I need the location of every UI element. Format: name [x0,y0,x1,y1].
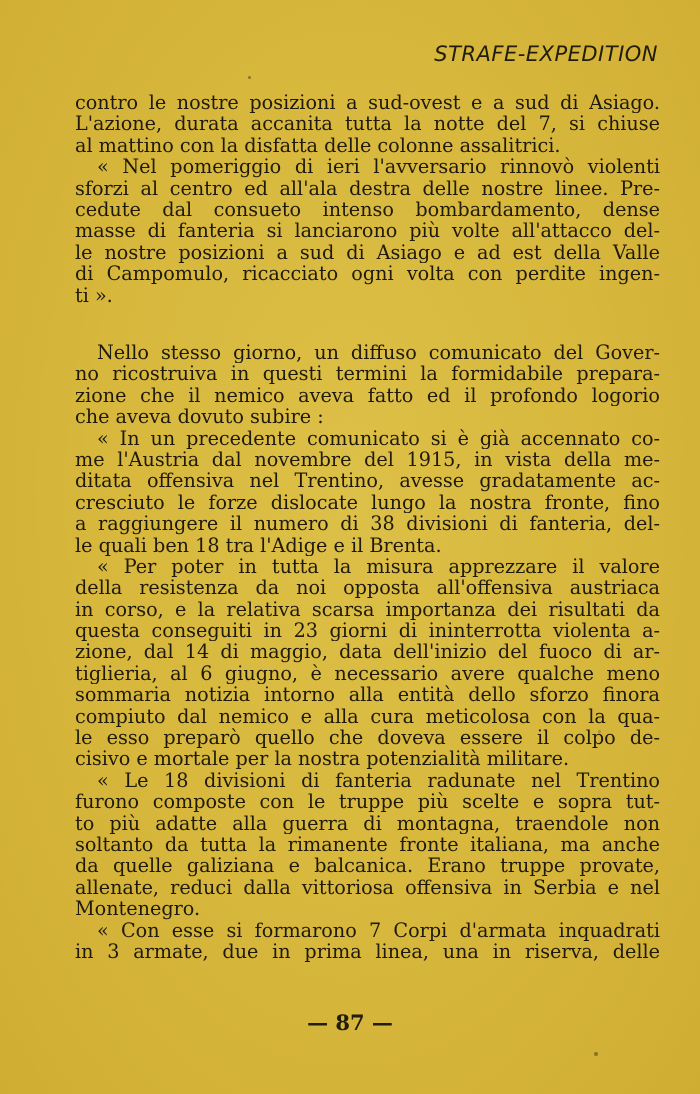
text-line: che aveva dovuto subire : [75,406,324,428]
text-line: allenate, reduci dalla vittoriosa offensiva in Serbia e nel [75,876,660,899]
text-line: me l'Austria dal novembre del 1915, in vista della me- [75,448,660,471]
text-line: soltanto da tutta la rimanente fronte italiana, ma anche [75,833,660,856]
text-line: to più adatte alla guerra di montagna, traendole non [75,812,660,834]
text-line: « Nel pomeriggio di ieri l'avversario rinnovò violenti [97,156,660,178]
text-line: questa conseguiti in 23 giorni di ininterrotta violenta a- [75,620,660,642]
text-line: zione che il nemico aveva fatto ed il profondo logorio [75,384,660,407]
text-line: « Per poter in tutta la misura apprezzare il valore [97,555,660,578]
text-line: tiglieria, al 6 giugno, è necessario avere qualche meno [75,662,660,685]
text-line: « Le 18 divisioni di fanteria radunate nel Trentino [97,769,660,792]
text-line: no ricostruiva in questi termini la formidabile prepara- [75,363,660,385]
text-line: le quali ben 18 tra l'Adige e il Brenta. [75,534,442,556]
text-line: Montenegro. [75,898,201,920]
text-line: al mattino con la disfatta delle colonne assalitrici. [75,134,561,157]
paragraph-block-1 [75,92,660,306]
text-line: di Campomulo, ricacciato ogni volta con perdite ingen- [75,263,660,285]
text-line: da quelle galiziana e balcanica. Erano truppe provate, [75,855,660,877]
text-line: ditata offensiva nel Trentino, avesse gradatamente ac- [75,470,660,492]
text-line: furono composte con le truppe più scelte e sopra tut- [75,791,660,813]
page-number: — 87 — [307,1010,393,1035]
text-line: cedute dal consueto intenso bombardamento, dense [75,198,660,221]
text-line: a raggiungere il numero di 38 divisioni di fanteria, del- [75,513,660,535]
text-line: sforzi al centro ed all'ala destra delle nostre linee. Pre- [75,177,660,199]
text-line: compiuto dal nemico e alla cura meticolosa con la qua- [75,705,660,728]
text-line: cisivo e mortale per la nostra potenzialità militare. [75,748,570,770]
text-line: contro le nostre posizioni a sud-ovest e a sud di Asiago. [75,92,660,114]
text-line: cresciuto le forze dislocate lungo la nostra fronte, fino [75,491,660,514]
paragraph-block-2 [75,342,660,962]
text-line: L'azione, durata accanita tutta la notte del 7, si chiuse [75,113,660,135]
text-line: della resistenza da noi opposta all'offensiva austriaca [75,577,660,599]
text-line: Nello stesso giorno, un diffuso comunicato del Gover- [97,342,660,364]
text-line: sommaria notizia intorno alla entità dello sforzo finora [75,684,660,706]
text-line: le nostre posizioni a sud di Asiago e ad est della Valle [75,241,660,264]
text-line: « Con esse si formarono 7 Corpi d'armata inquadrati [97,919,660,941]
text-line: le esso preparò quello che doveva essere il colpo de- [75,727,660,749]
running-header: STRAFE-EXPEDITION [434,42,658,66]
text-line: in corso, e la relativa scarsa importanza dei risultati da [75,598,660,621]
text-line: in 3 armate, due in prima linea, una in riserva, delle [75,940,660,963]
text-line: masse di fanteria si lanciarono più volte all'attacco del- [75,220,660,242]
text-line: « In un precedente comunicato si è già accennato co- [97,427,660,449]
text-line: zione, dal 14 di maggio, data dell'inizio del fuoco di ar- [75,641,660,663]
paper-speck [248,76,251,79]
paper-speck [594,1052,598,1056]
text-line: ti ». [75,284,113,306]
paper-speck [598,730,601,733]
